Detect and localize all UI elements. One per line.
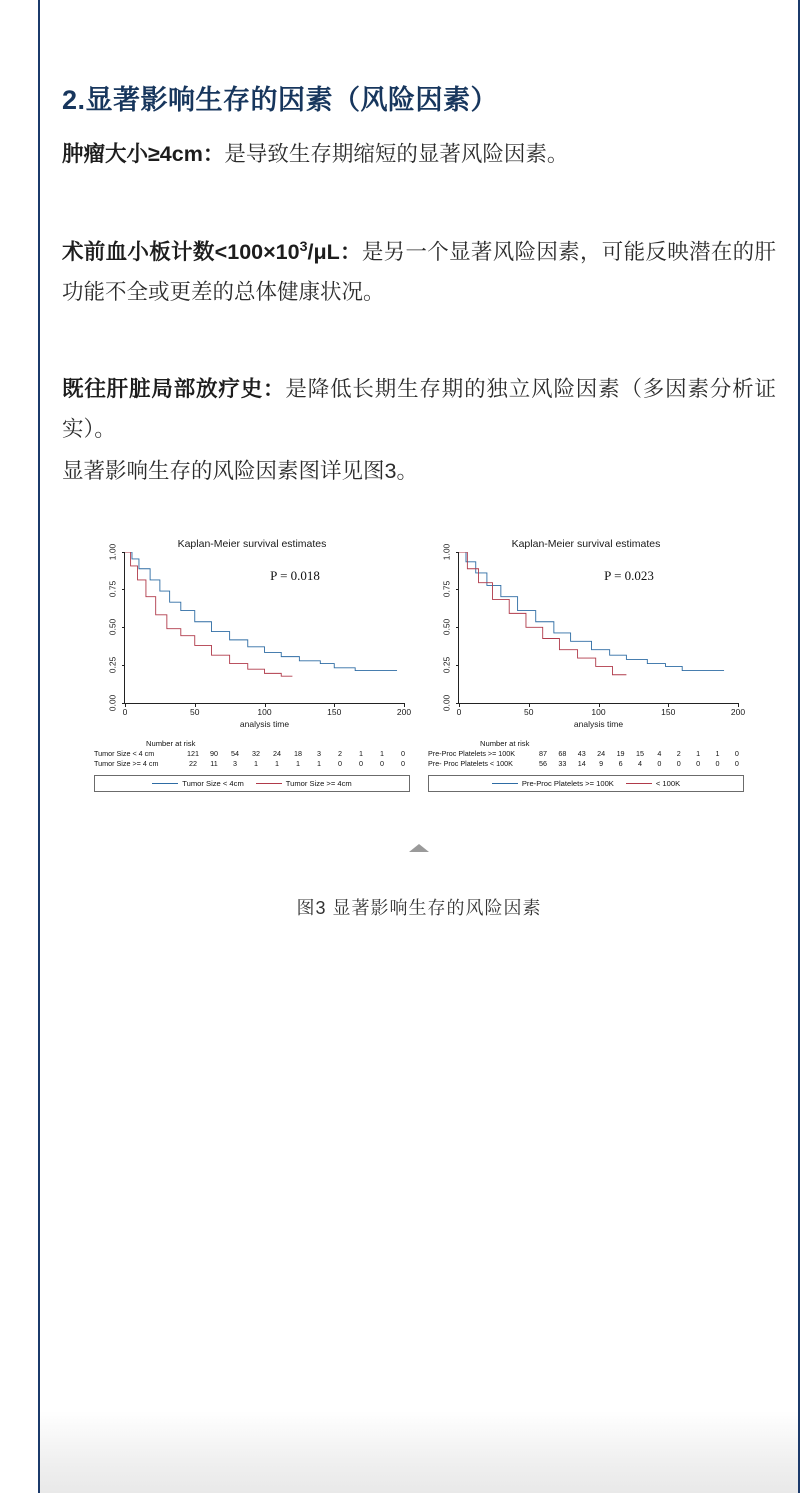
- chart-curves: [125, 552, 404, 692]
- paragraph-radiation-history: [62, 370, 776, 450]
- y-tick-label: 1.00: [441, 543, 452, 560]
- risk-value: 1: [696, 748, 701, 758]
- y-tick-label: 0.50: [107, 618, 118, 636]
- risk-value: 0: [401, 759, 405, 769]
- legend-item: [152, 779, 244, 788]
- figure-3: [62, 538, 776, 793]
- risk-value: 22: [189, 759, 197, 769]
- risk-value: 4: [657, 748, 662, 758]
- chart-legend: [428, 775, 744, 792]
- x-tick-label: 0: [456, 706, 462, 717]
- risk-value: 87: [539, 748, 547, 758]
- risk-value: 1: [380, 748, 384, 758]
- risk-value: 1: [317, 759, 321, 769]
- paragraph-gap-2: [62, 312, 776, 352]
- x-tick-label: 0: [122, 706, 128, 717]
- chart-panel-tumor-size: [94, 538, 410, 793]
- risk-value: 0: [657, 759, 662, 769]
- risk-value: 1: [254, 759, 258, 769]
- risk-value: 1: [275, 759, 279, 769]
- y-tick-label: 0.25: [107, 656, 118, 674]
- risk-value: 18: [294, 748, 302, 758]
- chart-annotation-pvalue: P = 0.023: [604, 567, 654, 583]
- risk-table-row: [94, 749, 410, 759]
- risk-value: 54: [231, 748, 239, 758]
- x-tick-label: 50: [190, 706, 200, 717]
- paragraph-lead: 肿瘤大小≥4cm：: [62, 142, 225, 166]
- x-tick-label: 200: [730, 706, 746, 717]
- paragraph-body: 是导致生存期缩短的显著风险因素。: [224, 142, 569, 166]
- chart-panel-platelets: [428, 538, 744, 793]
- risk-value: 9: [599, 759, 604, 769]
- risk-value: 2: [338, 748, 342, 758]
- x-tick-label: 150: [661, 706, 676, 717]
- chart-annotation-pvalue: P = 0.018: [270, 567, 320, 583]
- risk-table-title: Number at risk: [480, 738, 530, 748]
- risk-row-label: Pre-Proc Platelets >= 100K: [428, 748, 516, 758]
- article-page: [40, 0, 798, 1493]
- paragraph-lead-tail: /μL：: [307, 239, 362, 264]
- legend-label: Pre-Proc Platelets >= 100K: [521, 779, 614, 789]
- paragraph-body: 是降低长期生存期的独立风险因素（多因素分析证实）。: [62, 377, 776, 442]
- risk-value: 32: [252, 748, 260, 758]
- risk-value: 68: [558, 748, 567, 758]
- paragraph-figure-reference: 显著影响生存的风险因素图详见图3。: [62, 458, 418, 483]
- x-tick-label: 50: [524, 706, 534, 717]
- legend-line-icon: [256, 783, 282, 784]
- risk-table-title: Number at risk: [146, 738, 196, 748]
- risk-table-row: [428, 749, 744, 759]
- risk-value: 121: [187, 748, 199, 758]
- risk-value: 3: [317, 748, 321, 758]
- chart-title: Kaplan-Meier survival estimates: [511, 537, 661, 550]
- risk-value: 33: [558, 759, 567, 769]
- risk-table: [428, 738, 744, 770]
- risk-value: 0: [734, 759, 739, 769]
- risk-value: 0: [715, 759, 720, 769]
- legend-line-icon: [152, 783, 178, 784]
- risk-table-row: [94, 759, 410, 769]
- y-tick-label: 0.25: [441, 656, 452, 674]
- risk-value: 0: [401, 748, 405, 758]
- risk-value: 6: [618, 759, 623, 769]
- collapse-caret-icon[interactable]: [409, 844, 429, 852]
- x-tick-label: 100: [591, 706, 606, 717]
- legend-label: Tumor Size >= 4cm: [285, 779, 352, 789]
- risk-value: 24: [597, 748, 606, 758]
- risk-value: 0: [359, 759, 363, 769]
- paragraph-lead: 既往肝脏局部放疗史：: [62, 377, 286, 402]
- risk-value: 1: [715, 748, 720, 758]
- risk-value: 56: [539, 759, 547, 769]
- paragraph-body: 是另一个显著风险因素，可能反映潜在的肝功能不全或更差的总体健康状况。: [62, 239, 776, 304]
- risk-value: 3: [233, 759, 237, 769]
- page-title: 2.显著影响生存的因素（风险因素）: [62, 85, 499, 115]
- risk-value: 1: [359, 748, 363, 758]
- risk-value: 0: [380, 759, 384, 769]
- risk-row-label: Tumor Size < 4 cm: [94, 748, 155, 758]
- risk-value: 24: [273, 748, 281, 758]
- x-axis-label: analysis time: [573, 718, 624, 729]
- risk-row-label: Tumor Size >= 4 cm: [94, 759, 159, 769]
- x-axis-label: analysis time: [239, 718, 290, 729]
- risk-value: 0: [338, 759, 342, 769]
- y-tick-label: 0.00: [441, 694, 452, 711]
- x-tick-label: 150: [327, 706, 342, 717]
- risk-value: 0: [696, 759, 701, 769]
- legend-item: [256, 779, 352, 788]
- x-tick-label: 100: [257, 706, 272, 717]
- risk-value: 14: [577, 759, 586, 769]
- legend-item: [626, 779, 680, 788]
- y-tick-label: 0.75: [441, 581, 452, 598]
- risk-value: 2: [676, 748, 681, 758]
- y-tick-label: 0.50: [441, 618, 452, 636]
- risk-value: 90: [210, 748, 218, 758]
- y-tick-label: 1.00: [107, 543, 118, 560]
- legend-label: Tumor Size < 4cm: [182, 779, 244, 789]
- paragraph-platelets: [62, 233, 776, 313]
- paragraph-gap-1: [62, 175, 776, 215]
- risk-value: 4: [637, 759, 642, 769]
- risk-value: 11: [210, 759, 218, 769]
- legend-label: < 100K: [655, 779, 681, 789]
- risk-value: 15: [635, 748, 644, 758]
- risk-value: 0: [676, 759, 681, 769]
- risk-value: 43: [577, 748, 586, 758]
- risk-value: 1: [296, 759, 300, 769]
- risk-table: [94, 738, 410, 770]
- figure-caption: 图3 显著影响生存的风险因素: [296, 898, 542, 919]
- legend-line-icon: [492, 783, 518, 784]
- risk-value: 19: [616, 748, 625, 758]
- chart-title: Kaplan-Meier survival estimates: [177, 537, 327, 550]
- paragraph-tumor-size: [62, 135, 776, 175]
- legend-item: [492, 779, 614, 788]
- page-bottom-fade: [40, 1411, 798, 1493]
- paragraph-lead: [62, 240, 362, 264]
- risk-table-row: [428, 759, 744, 769]
- paragraph-lead-head: 术前血小板计数<100×10: [62, 239, 300, 264]
- risk-row-label: Pre- Proc Platelets < 100K: [428, 759, 513, 769]
- x-tick-label: 200: [396, 706, 412, 717]
- y-tick-label: 0.00: [107, 694, 118, 711]
- y-tick-label: 0.75: [107, 581, 118, 598]
- chart-curves: [459, 552, 738, 692]
- chart-legend: [94, 775, 410, 792]
- legend-line-icon: [626, 783, 652, 784]
- paragraph-lead-superscript: 3: [299, 238, 308, 255]
- risk-value: 0: [734, 748, 739, 758]
